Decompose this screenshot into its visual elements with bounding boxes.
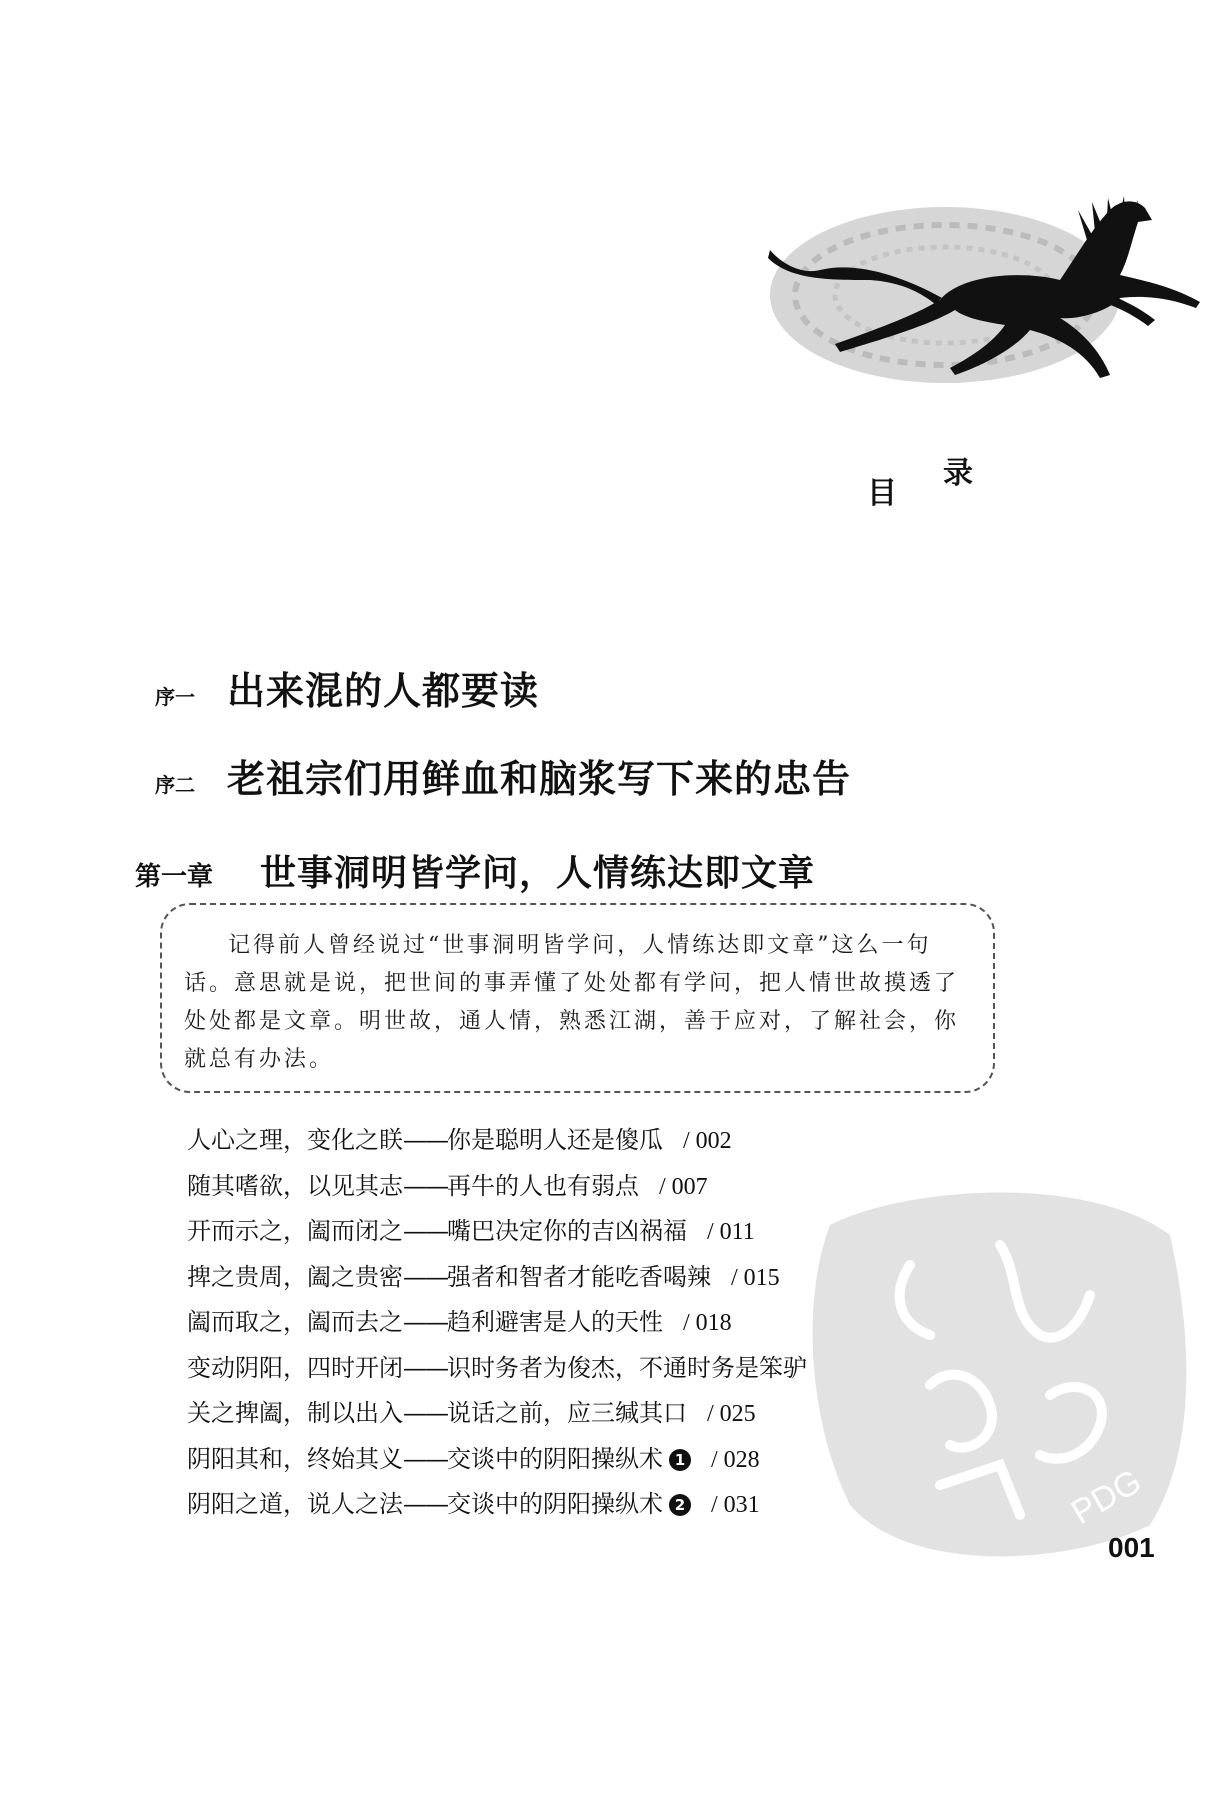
preface-tag: 序二 [155, 773, 195, 797]
chapter-summary-text: 记得前人曾经说过“世事洞明皆学问，人情练达即文章”这么一句话。意思就是说，把世间的事弄懂了处处都有学问，把人情世故摸透了处处都是文章。明世故，通人情，熟悉江湖，善于应对，了解社会，你就总有办法。 [184, 933, 960, 1072]
chapter-heading[interactable] [135, 845, 815, 896]
toc-entry-left: 随其嗜欲，以见其志 [187, 1171, 403, 1200]
toc-entry-page: / 011 [707, 1219, 755, 1245]
preface-1[interactable] [155, 660, 539, 715]
toc-entry-right: 识时务者为俊杰，不通时务是笨驴 [447, 1353, 807, 1382]
pdg-watermark-stamp-icon [790, 1165, 1210, 1585]
svg-text:PDG: PDG [1065, 1462, 1148, 1532]
preface-2[interactable] [155, 748, 851, 803]
toc-entry-right: 说话之前，应三缄其口 [447, 1399, 687, 1427]
toc-entry-right: 强者和智者才能吃香喝辣 [447, 1262, 711, 1291]
toc-title-char-2: 录 [943, 456, 973, 491]
toc-entry-dash: —— [403, 1490, 447, 1518]
toc-entry-page: / 028 [711, 1446, 760, 1473]
toc-entry-left: 阴阳之道，说人之法 [187, 1490, 403, 1518]
toc-entry-dash: —— [403, 1444, 447, 1473]
toc-entry-page: / 002 [683, 1128, 732, 1154]
toc-entry-left: 人心之理，变化之眹 [187, 1126, 403, 1154]
preface-title: 老祖宗们用鲜血和脑浆写下来的忠告 [227, 756, 852, 801]
preface-tag: 序一 [155, 685, 195, 709]
toc-entry-right: 交谈中的阴阳操纵术 [447, 1444, 663, 1473]
toc-entry-page: / 015 [731, 1264, 780, 1291]
toc-entry[interactable] [187, 1118, 1027, 1164]
toc-entry-page: / 031 [711, 1492, 760, 1518]
toc-entry-left: 变动阴阳，四时开闭 [187, 1353, 403, 1382]
toc-entry-page: / 007 [659, 1173, 708, 1200]
toc-entry-dash: —— [403, 1217, 447, 1245]
chapter-summary-box [160, 903, 995, 1093]
toc-entry-left: 阴阳其和，终始其义 [187, 1444, 403, 1473]
toc-entry-dash: —— [403, 1126, 447, 1154]
toc-entry-left: 关之捭阖，制以出入 [187, 1399, 403, 1427]
preface-title: 出来混的人都要读 [227, 668, 540, 713]
toc-entry-right: 你是聪明人还是傻瓜 [447, 1126, 663, 1154]
page-number: 001 [1108, 1532, 1155, 1563]
chapter-tag: 第一章 [135, 862, 214, 892]
toc-entry-dash: —— [403, 1262, 447, 1291]
toc-entry-dash: —— [403, 1308, 447, 1336]
toc-entry-right: 再牛的人也有弱点 [447, 1171, 639, 1200]
toc-entry-left: 捭之贵周，阖之贵密 [187, 1262, 403, 1291]
toc-entry-left: 开而示之，阖而闭之 [187, 1217, 403, 1245]
toc-entry-dash: —— [403, 1399, 447, 1427]
toc-entry-right: 趋利避害是人的天性 [447, 1308, 663, 1336]
toc-entry-dash: —— [403, 1171, 447, 1200]
circled-number-1-icon: 1 [669, 1449, 691, 1471]
toc-title-char-1: 目 [867, 476, 897, 511]
toc-entry-page: / 018 [683, 1310, 732, 1336]
toc-entry-right: 交谈中的阴阳操纵术 [447, 1490, 663, 1518]
toc-entry-left: 阖而取之，阖而去之 [187, 1308, 403, 1336]
toc-entry-dash: —— [403, 1353, 447, 1382]
chapter-title: 世事洞明皆学问，人情练达即文章 [260, 852, 816, 894]
horse-emblem-icon [760, 180, 1200, 450]
circled-number-2-icon: 2 [669, 1494, 691, 1516]
toc-entry-right: 嘴巴决定你的吉凶祸福 [447, 1217, 687, 1245]
toc-entry-page: / 025 [707, 1401, 756, 1427]
